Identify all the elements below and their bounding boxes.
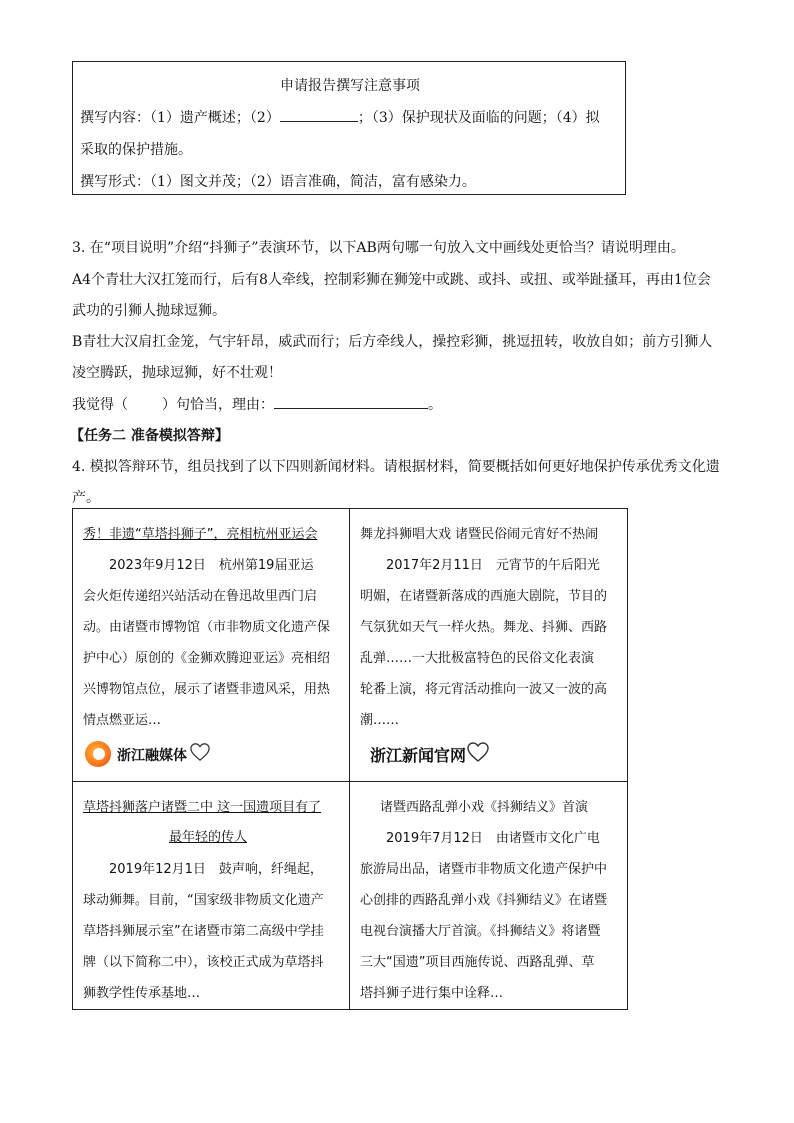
- news-line: 兴博物馆点位，展示了诸暨非遗风采，用热: [83, 682, 331, 697]
- q3-option-a-line2: 武功的引狮人抛球逗狮。: [72, 303, 226, 319]
- news-line: 会火炬传递绍兴站活动在鲁迅故里西门启: [83, 589, 318, 604]
- news-line: 心创排的西路乱弹小戏《抖狮结义》在诸暨: [360, 893, 608, 908]
- news-card-1: [73, 509, 349, 781]
- news-line: 旅游局出品，诸暨市非物质文化遗产保护中: [360, 862, 608, 877]
- news-headline-cont: 最年轻的传人: [169, 830, 248, 845]
- heart-outline-icon[interactable]: [466, 741, 490, 763]
- zhejiang-media-logo-icon: [85, 741, 111, 767]
- news-headline: 草塔抖狮落户诸暨二中 这一国遗项目有了: [83, 800, 322, 815]
- news-line: 情点燃亚运…: [83, 713, 162, 728]
- news-line: 气氛犹如天气一样火热。舞龙、抖狮、西路: [360, 620, 608, 635]
- news-line: 2017年2月11日 元宵节的午后阳光: [386, 558, 600, 573]
- notice-box: [72, 61, 626, 195]
- news-line: 乱弹……一大批极富特色的民俗文化表演: [360, 651, 595, 666]
- news-line: 2019年7月12日 由诸暨市文化广电: [386, 831, 600, 846]
- news-headline: 秀！非遗“草塔抖狮子”，亮相杭州亚运会: [83, 527, 318, 542]
- news-line: 三大“国遗”项目西施传说、西路乱弹、草: [360, 955, 595, 970]
- news-line: 塔抖狮子进行集中诠释…: [360, 986, 504, 1001]
- news-card-2: [350, 509, 627, 781]
- news-line: 2023年9月12日 杭州第19届亚运: [109, 558, 314, 573]
- news-headline: 诸暨西路乱弹小戏《抖狮结义》首演: [380, 800, 589, 815]
- news-line: 潮……: [360, 713, 400, 728]
- news-line: 轮番上演，将元宵活动推向一波又一波的高: [360, 682, 608, 697]
- notice-title: 申请报告撰写注意事项: [280, 78, 420, 94]
- source-name: 浙江新闻官网: [370, 746, 467, 765]
- q4-line1: 4. 模拟答辩环节，组员找到了以下四则新闻材料。请根据材料，简要概括如何更好地保护传承优秀文化遗: [72, 459, 720, 475]
- news-line: 动。由诸暨市博物馆（市非物质文化遗产保: [83, 620, 331, 635]
- q3-answer-mid: ）句恰当，理由：: [162, 397, 274, 413]
- news-line: 明媚，在诸暨新落成的西施大剧院，节目的: [360, 589, 608, 604]
- source-name: 浙江融媒体: [117, 748, 187, 764]
- news-line: 草塔抖狮展示室”在诸暨市第二高级中学挂: [83, 924, 324, 939]
- news-line: 牌（以下简称二中），该校正式成为草塔抖: [83, 955, 324, 970]
- q3-option-b-line1: B青壮大汉肩扛金笼，气宇轩昂，威武而行；后方牵线人，操控彩狮，挑逗扭转，收放自如；前方引狮人: [72, 334, 713, 350]
- notice-content-label: 撰写内容：（1）遗产概述；（2）: [80, 110, 280, 126]
- q3-answer-end: 。: [428, 397, 442, 413]
- q3-line1: 3. 在“项目说明”介绍“抖狮子”表演环节，以下AB两句哪一句放入文中画线处更恰当？请说明理由。: [72, 240, 685, 256]
- notice-content-rest: ；（3）保护现状及面临的问题；（4）拟: [357, 110, 600, 126]
- q3-answer-line: [72, 394, 442, 414]
- news-grid: [72, 508, 628, 1010]
- news-card-4: [350, 782, 627, 1010]
- q3-option-b-line2: 凌空腾跃，抛球逗狮，好不壮观！: [72, 365, 282, 381]
- notice-content-cont: 采取的保护措施。: [80, 142, 192, 158]
- news-headline: 舞龙抖狮唱大戏 诸暨民俗闹元宵好不热闹: [360, 527, 599, 542]
- news-line: 电视台演播大厅首演。《抖狮结义》将诸暨: [360, 924, 601, 939]
- notice-content-line: [80, 107, 600, 127]
- q4-line2: 产。: [72, 490, 100, 506]
- news-line: 护中心）原创的《金狮欢腾迎亚运》亮相绍: [83, 651, 331, 666]
- q3-reason-blank: [274, 408, 428, 409]
- heart-outline-icon[interactable]: [189, 742, 211, 762]
- news-line: 狮教学性传承基地…: [83, 986, 201, 1001]
- q3-option-a-line1: A4个青壮大汉扛笼而行，后有8人牵线，控制彩狮在狮笼中或跳、或抖、或扭、或举趾搔耳，再由1位会: [72, 272, 711, 288]
- notice-form-line: 撰写形式：（1）图文并茂；（2）语言准确，简洁，富有感染力。: [80, 174, 476, 190]
- q3-answer-prefix: 我觉得（: [72, 397, 128, 413]
- news-line: 球动狮舞。目前，“国家级非物质文化遗产: [83, 893, 324, 908]
- task2-heading: 【任务二 准备模拟答辩】: [70, 428, 229, 444]
- news-line: 2019年12月1日 鼓声响，纤绳起，: [109, 862, 323, 877]
- notice-blank: [280, 121, 358, 122]
- news-card-3: [73, 782, 349, 1010]
